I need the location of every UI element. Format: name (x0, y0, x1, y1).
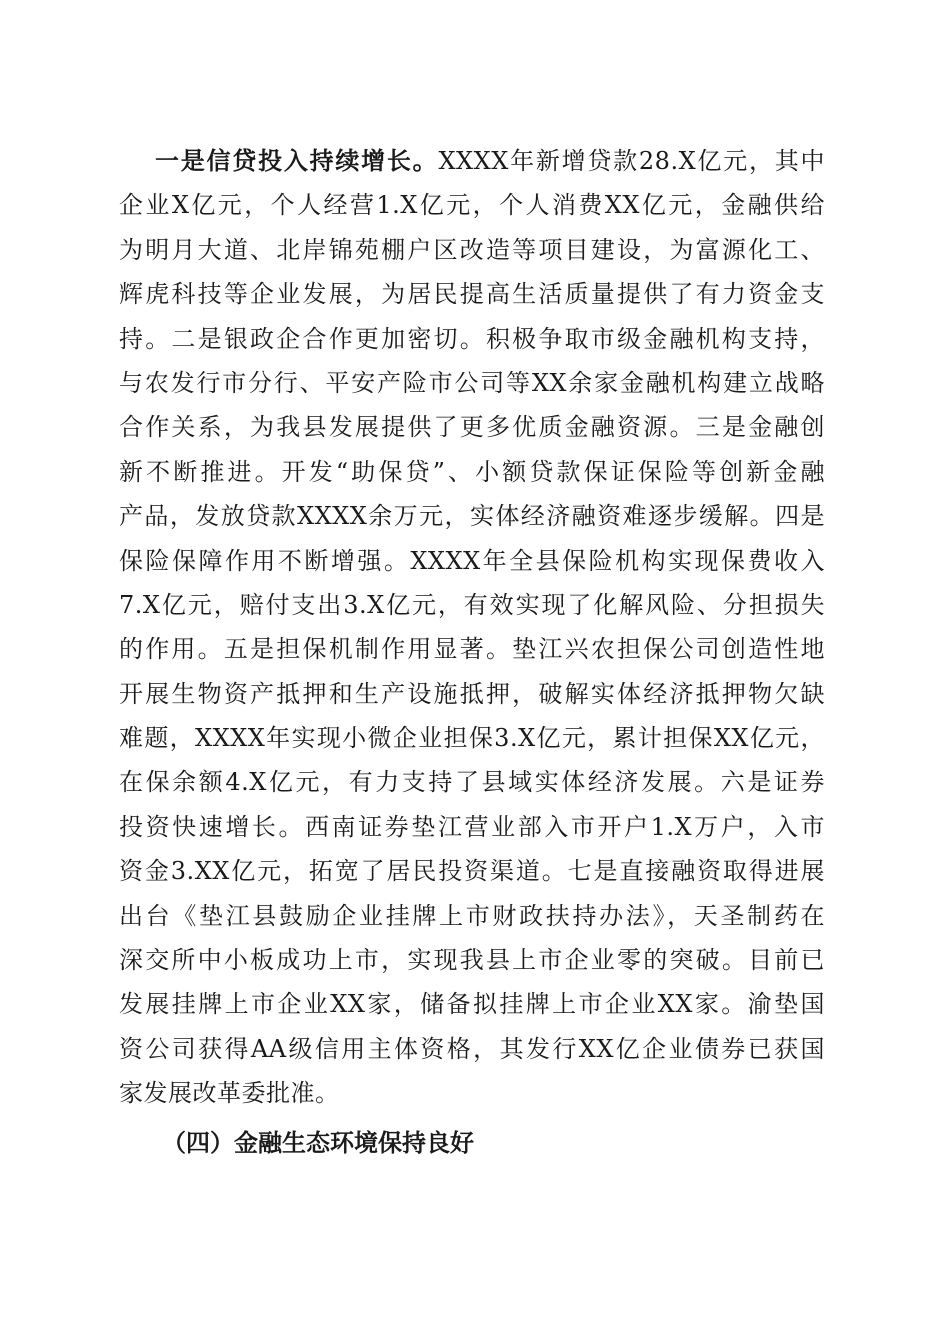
paragraph-line: 深交所中小板成功上市，实现我县上市企业零的突破。目前已 (119, 946, 825, 975)
paragraph-line: 企业X亿元，个人经营1.X亿元，个人消费XX亿元，金融供给 (119, 191, 825, 220)
paragraph-line: 开展生物资产抵押和生产设施抵押，破解实体经济抵押物欠缺 (119, 679, 825, 708)
paragraph-line: 出台《垫江县鼓励企业挂牌上市财政扶持办法》，天圣制药在 (119, 901, 825, 930)
paragraph-line: 资公司获得AA级信用主体资格，其发行XX亿企业债券已获国 (119, 1034, 825, 1063)
paragraph-line: 发展挂牌上市企业XX家，储备拟挂牌上市企业XX家。渝垫国 (119, 990, 825, 1019)
section-heading: （四）金融生态环境保持良好 (162, 1128, 474, 1157)
paragraph-line: 保险保障作用不断增强。XXXX年全县保险机构实现保费收入 (119, 546, 825, 575)
paragraph-line: 辉虎科技等企业发展，为居民提高生活质量提供了有力资金支 (119, 280, 825, 309)
paragraph-line: 与农发行市分行、平安产险市公司等XX余家金融机构建立战略 (119, 368, 825, 397)
paragraph-line (119, 139, 825, 183)
paragraph-line: 家发展改革委批准。 (119, 1079, 340, 1108)
paragraph-line: 新不断推进。开发“助保贷”、小额贷款保证保险等创新金融 (119, 457, 825, 486)
paragraph-line: 难题，XXXX年实现小微企业担保3.X亿元，累计担保XX亿元， (119, 724, 825, 753)
paragraph-line: 产品，发放贷款XXXX余万元，实体经济融资难逐步缓解。四是 (119, 502, 825, 531)
paragraph-line: 7.X亿元，赔付支出3.X亿元，有效实现了化解风险、分担损失 (119, 590, 825, 619)
paragraph-line: 持。二是银政企合作更加密切。积极争取市级金融机构支持， (119, 324, 825, 353)
paragraph-line: 合作关系，为我县发展提供了更多优质金融资源。三是金融创 (119, 413, 825, 442)
body-paragraph (119, 139, 825, 1116)
paragraph-line: 投资快速增长。西南证券垫江营业部入市开户1.X万户，入市 (119, 812, 825, 841)
paragraph-line: 为明月大道、北岸锦苑棚户区改造等项目建设，为富源化工、 (119, 235, 825, 264)
paragraph-line: 的作用。五是担保机制作用显著。垫江兴农担保公司创造性地 (119, 635, 825, 664)
lead-phrase: 一是信贷投入持续增长。 (155, 146, 439, 175)
line-text: XXXX年新增贷款28.X亿元，其中 (438, 147, 825, 175)
paragraph-line: 资金3.XX亿元，拓宽了居民投资渠道。七是直接融资取得进展 (119, 857, 825, 886)
paragraph-line: 在保余额4.X亿元，有力支持了县域实体经济发展。六是证券 (119, 768, 825, 797)
